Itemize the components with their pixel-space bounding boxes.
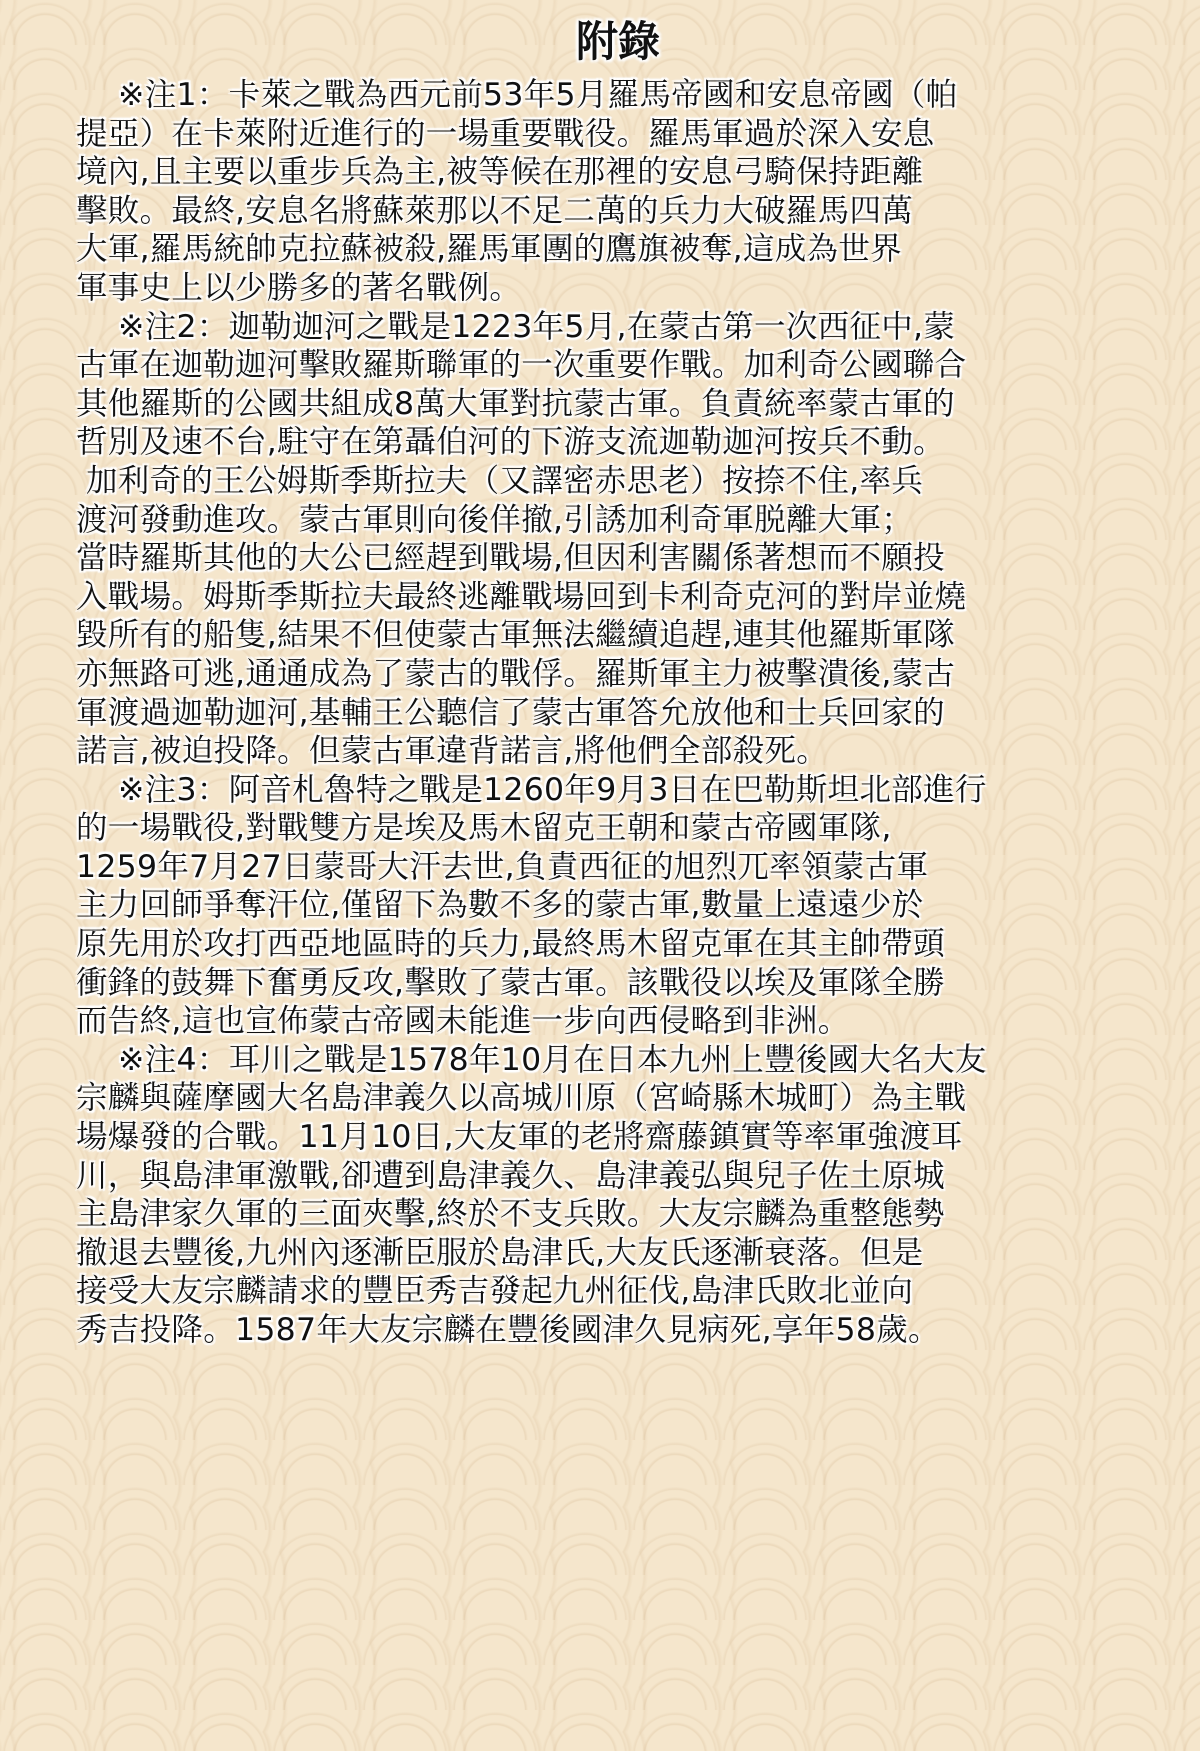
note-2 xyxy=(76,308,1160,771)
note-line: 提亞）在卡萊附近進行的一場重要戰役。羅馬軍過於深入安息 xyxy=(76,115,935,152)
note-line: 加利奇的王公姆斯季斯拉夫（又譯密赤思老）按捺不住,率兵 xyxy=(86,462,924,499)
note-line: 原先用於攻打西亞地區時的兵力,最終馬木留克軍在其主帥帶頭 xyxy=(76,926,945,963)
note-line: 主力回師爭奪汗位,僅留下為數不多的蒙古軍,數量上遠遠少於 xyxy=(76,887,924,924)
note-line: ※注3：阿音札魯特之戰是1260年9月3日在巴勒斯坦北部進行 xyxy=(118,771,987,808)
note-line: 軍事史上以少勝多的著名戰例。 xyxy=(76,269,522,306)
note-line: 當時羅斯其他的大公已經趕到戰場,但因利害關係著想而不願投 xyxy=(76,540,945,577)
page-title: 附錄 xyxy=(575,17,660,66)
note-line: 亦無路可逃,通通成為了蒙古的戰俘。羅斯軍主力被擊潰後,蒙古 xyxy=(76,655,956,692)
note-line: 撤退去豐後,九州內逐漸臣服於島津氏,大友氏逐漸衰落。但是 xyxy=(76,1234,924,1271)
note-line: 主島津家久軍的三面夾擊,終於不支兵敗。大友宗麟為重整態勢 xyxy=(76,1196,945,1233)
note-line: 擊敗。最終,安息名將蘇萊那以不足二萬的兵力大破羅馬四萬 xyxy=(76,192,914,229)
note-line: ※注1：卡萊之戰為西元前53年5月羅馬帝國和安息帝國（帕 xyxy=(118,77,958,113)
note-line: 場爆發的合戰。11月10日,大友軍的老將齋藤鎮實等率軍強渡耳 xyxy=(76,1119,963,1156)
note-line: 接受大友宗麟請求的豐臣秀吉發起九州征伐,島津氏敗北並向 xyxy=(76,1273,914,1310)
note-line: 境內,且主要以重步兵為主,被等候在那裡的安息弓騎保持距離 xyxy=(76,154,924,191)
note-line: 古軍在迦勒迦河擊敗羅斯聯軍的一次重要作戰。加利奇公國聯合 xyxy=(76,347,967,384)
note-line: 其他羅斯的公國共組成8萬大軍對抗蒙古軍。負責統率蒙古軍的 xyxy=(76,385,955,422)
note-line: 的一場戰役,對戰雙方是埃及馬木留克王朝和蒙古帝國軍隊, xyxy=(76,810,892,847)
note-line: 渡河發動進攻。蒙古軍則向後佯撤,引誘加利奇軍脱離大軍； xyxy=(76,501,914,538)
note-line: 秀吉投降。1587年大友宗麟在豐後國津久見病死,享年58歲。 xyxy=(76,1312,940,1348)
note-line: 諾言,被迫投降。但蒙古軍違背諾言,將他們全部殺死。 xyxy=(76,733,829,770)
note-line: 衝鋒的鼓舞下奮勇反攻,擊敗了蒙古軍。該戰役以埃及軍隊全勝 xyxy=(76,964,945,1001)
note-line: 宗麟與薩摩國大名島津義久以高城川原（宮崎縣木城町）為主戰 xyxy=(76,1080,967,1117)
note-line: ※注2：迦勒迦河之戰是1223年5月,在蒙古第一次西征中,蒙 xyxy=(118,308,956,345)
note-line: 毀所有的船隻,結果不但使蒙古軍無法繼續追趕,連其他羅斯軍隊 xyxy=(76,617,956,654)
note-line: 1259年7月27日蒙哥大汗去世,負責西征的旭烈兀率領蒙古軍 xyxy=(76,848,929,885)
note-line: 入戰場。姆斯季斯拉夫最終逃離戰場回到卡利奇克河的對岸並燒 xyxy=(76,578,967,615)
note-line: 而告終,這也宣佈蒙古帝國未能進一步向西侵略到非洲。 xyxy=(76,1003,850,1040)
note-line: 哲別及速不台,駐守在第聶伯河的下游支流迦勒迦河按兵不動。 xyxy=(76,424,945,461)
note-4 xyxy=(76,1041,1160,1350)
note-line: 大軍,羅馬統帥克拉蘇被殺,羅馬軍團的鷹旗被奪,這成為世界 xyxy=(76,231,902,268)
note-line: 川，與島津軍激戰,卻遭到島津義久、島津義弘與兒子佐土原城 xyxy=(76,1157,945,1194)
note-line: 軍渡過迦勒迦河,基輔王公聽信了蒙古軍答允放他和士兵回家的 xyxy=(76,694,945,731)
note-3 xyxy=(76,771,1160,1041)
note-line: ※注4：耳川之戰是1578年10月在日本九州上豐後國大名大友 xyxy=(118,1041,987,1078)
note-1 xyxy=(76,76,1160,308)
